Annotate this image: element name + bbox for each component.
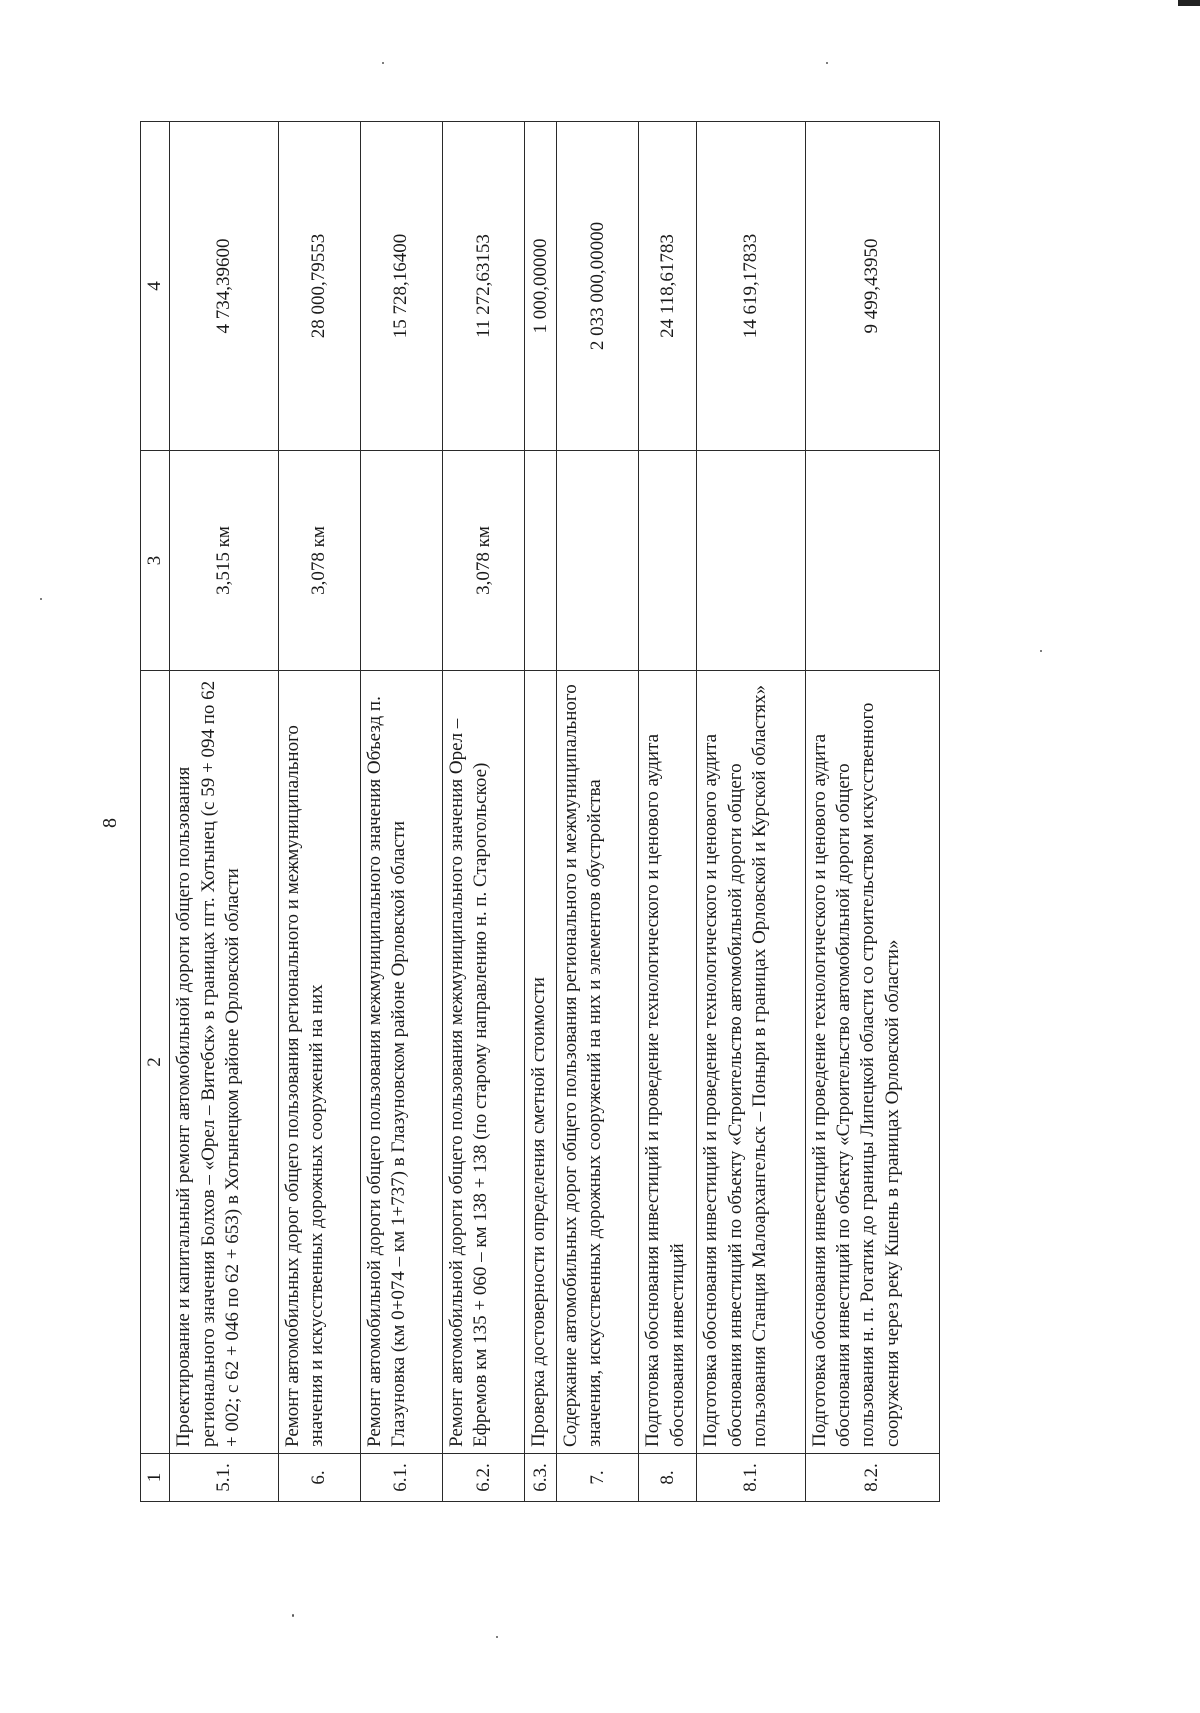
row-amount: 2 033 000,00000 — [557, 122, 639, 451]
row-length: 3,078 км — [278, 451, 360, 671]
row-number: 7. — [557, 1454, 639, 1502]
table-row — [697, 122, 805, 1502]
row-amount: 11 272,63153 — [443, 122, 525, 451]
row-length — [697, 451, 805, 671]
row-description: Ремонт автомобильных дорог общего пользования регионального и межмуниципального значения и искусственных дорожных сооружений на них — [278, 671, 360, 1454]
scan-speck — [496, 1636, 498, 1638]
column-header: 2 — [141, 671, 170, 1454]
table-header-row — [141, 122, 170, 1502]
row-number: 8.2. — [805, 1454, 939, 1502]
table-row — [278, 122, 360, 1502]
page-number: 8 — [99, 818, 121, 828]
budget-table — [140, 121, 940, 1502]
scan-speck — [40, 598, 42, 600]
row-description: Подготовка обоснования инвестиций и проведение технологического и ценового аудита обоснования инвестиций по объекту «Строительство автомобильной дороги общего пользования н. п. Рогатик до границы Липецкой области со строительством искусственного сооружения через реку Кшень в границах Орловской области» — [805, 671, 939, 1454]
row-description: Ремонт автомобильной дороги общего пользования межмуниципального значения Орел – Ефремов км 135 + 060 – км 138 + 138 (по старому направлению н. п. Старогольское) — [443, 671, 525, 1454]
row-amount: 24 118,61783 — [639, 122, 697, 451]
row-number: 6.1. — [360, 1454, 442, 1502]
row-description: Подготовка обоснования инвестиций и проведение технологического и ценового аудита обоснования инвестиций — [639, 671, 697, 1454]
row-amount: 9 499,43950 — [805, 122, 939, 451]
row-amount: 4 734,39600 — [170, 122, 278, 451]
row-amount: 15 728,16400 — [360, 122, 442, 451]
table-row — [805, 122, 939, 1502]
scan-speck — [292, 1614, 294, 1617]
row-description: Содержание автомобильных дорог общего пользования регионального и межмуниципального значения, искусственных дорожных сооружений на них и элементов обустройства — [557, 671, 639, 1454]
row-number: 8. — [639, 1454, 697, 1502]
table-row — [525, 122, 557, 1502]
row-length: 3,078 км — [443, 451, 525, 671]
scan-speck — [382, 62, 384, 64]
rotated-table-frame — [140, 122, 940, 1502]
scan-corner-mark — [1178, 0, 1200, 6]
scan-speck — [1040, 650, 1042, 652]
table-row — [639, 122, 697, 1502]
table-row — [443, 122, 525, 1502]
row-description: Проверка достоверности определения сметной стоимости — [525, 671, 557, 1454]
row-number: 8.1. — [697, 1454, 805, 1502]
row-length: 3,515 км — [170, 451, 278, 671]
row-amount: 1 000,00000 — [525, 122, 557, 451]
column-header: 3 — [141, 451, 170, 671]
row-description: Подготовка обоснования инвестиций и проведение технологического и ценового аудита обоснования инвестиций по объекту «Строительство автомобильной дороги общего пользования Станция Малоархангельск – Поныри в границах Орловской и Курской областях» — [697, 671, 805, 1454]
row-number: 5.1. — [170, 1454, 278, 1502]
column-header: 4 — [141, 122, 170, 451]
scan-speck — [826, 62, 828, 64]
row-amount: 28 000,79553 — [278, 122, 360, 451]
row-length — [639, 451, 697, 671]
table-row — [360, 122, 442, 1502]
row-length — [557, 451, 639, 671]
row-description: Проектирование и капитальный ремонт автомобильной дороги общего пользования регионального значения Болхов – «Орел – Витебск» в границах пгт. Хотынец (с 59 + 094 по 62 + 002; с 62 + 046 по 62 + 653) в Хотынецком районе Орловской области — [170, 671, 278, 1454]
row-length — [805, 451, 939, 671]
row-description: Ремонт автомобильной дороги общего пользования межмуниципального значения Объезд п. Глазуновка (км 0+074 – км 1+737) в Глазуновском районе Орловской области — [360, 671, 442, 1454]
column-header: 1 — [141, 1454, 170, 1502]
row-number: 6. — [278, 1454, 360, 1502]
row-amount: 14 619,17833 — [697, 122, 805, 451]
row-number: 6.3. — [525, 1454, 557, 1502]
table-row — [170, 122, 278, 1502]
row-length — [525, 451, 557, 671]
row-length — [360, 451, 442, 671]
table-row — [557, 122, 639, 1502]
row-number: 6.2. — [443, 1454, 525, 1502]
